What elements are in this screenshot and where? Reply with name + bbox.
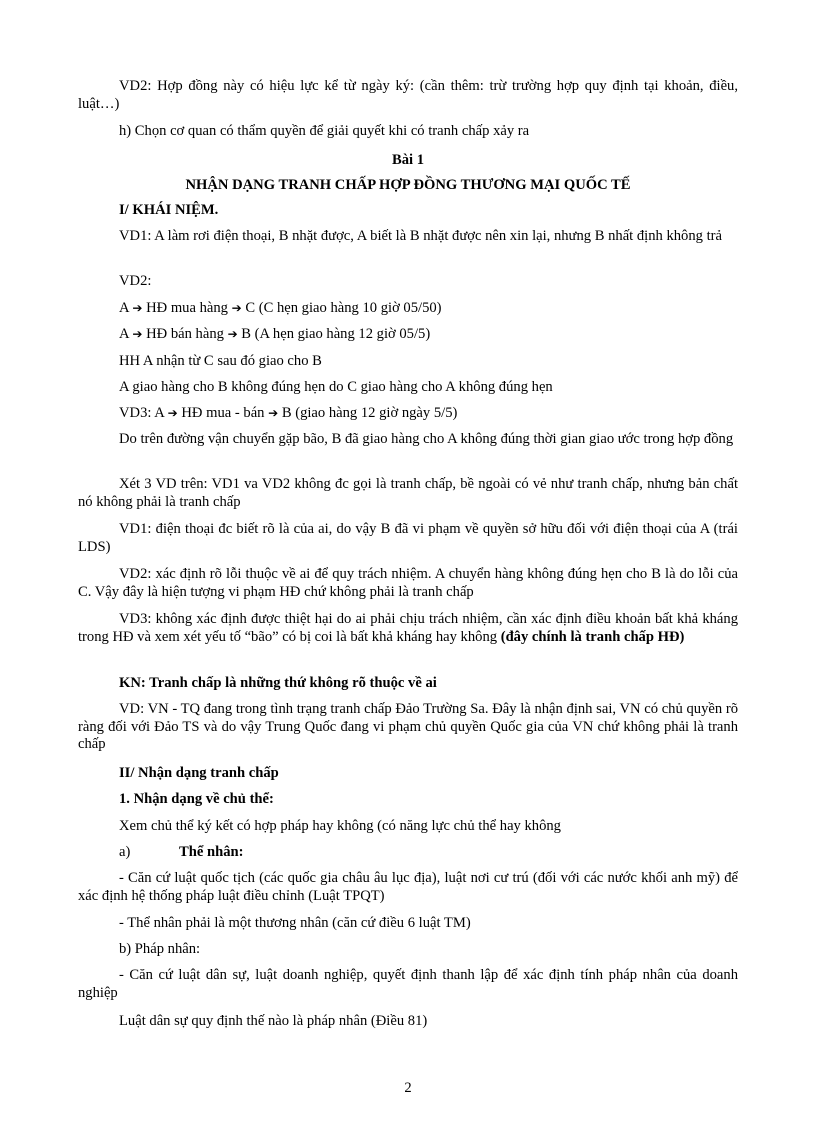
arrow-right-icon: ➔ [227, 327, 238, 341]
line-a1-mid: HĐ mua hàng [142, 300, 232, 316]
vd3-analysis-text: VD3: không xác định được thiệt hại do ai phải chịu trách nhiệm, cần xác định điều khoản bất khả kháng trong HĐ và xem xét yếu tố “bão” có bị coi là bất khả kháng hay không [78, 611, 738, 645]
item-a-label: a) [119, 844, 131, 860]
arrow-right-icon: ➔ [132, 301, 143, 315]
vd3-analysis-bold: (đây chính là tranh chấp HĐ) [500, 628, 685, 645]
line-a1-pre: A [119, 300, 129, 316]
vd3-pre: VD3: A [119, 405, 165, 421]
paragraph-consider: Xét 3 VD trên: VD1 va VD2 không đc gọi là tranh chấp, bề ngoài có vẻ như tranh chấp, nhưng bản chất nó không phải là tranh chấp [78, 476, 738, 510]
item-a-heading [78, 844, 738, 862]
paragraph-vn-example: VD: VN - TQ đang trong tình trạng tranh chấp Đảo Trường Sa. Đây là nhận định sai, VN có chủ quyền rõ ràng đối với Đảo TS và do vậy Trung Quốc đang vi phạm chủ quyền Quốc gia của VN chứ không phải là tranh chấp [78, 701, 738, 752]
paragraph-nationality-law: - Căn cứ luật quốc tịch (các quốc gia châu âu lục địa), luật nơi cư trú (đối với các nước khối anh mỹ) để xác định hệ thống pháp luật điều chỉnh (Luật TPQT) [78, 870, 738, 904]
line-a2-post: B (A hẹn giao hàng 12 giờ 05/5) [237, 326, 431, 342]
line-a2-pre: A [119, 326, 129, 342]
paragraph-h: h) Chọn cơ quan có thẩm quyền để giải quyết khi có tranh chấp xảy ra [119, 123, 530, 139]
line-a-to-c [78, 300, 738, 318]
paragraph-vd2-analysis: VD2: xác định rõ lỗi thuộc về ai để quy trách nhiệm. A chuyển hàng không đúng hẹn cho B là do lỗi của C. Vậy đây là hiện tượng vi phạm HĐ chứ không phải là tranh chấp [78, 566, 738, 600]
line-a-to-b [78, 326, 738, 344]
item-a-title: Thể nhân: [179, 844, 244, 860]
page-title: NHẬN DẠNG TRANH CHẤP HỢP ĐỒNG THƯƠNG MẠI QUỐC TẾ [185, 177, 631, 193]
paragraph-vd3-analysis [78, 611, 738, 646]
page-number: 2 [404, 1080, 412, 1096]
paragraph-storm: Do trên đường vận chuyển gặp bão, B đã giao hàng cho A không đúng thời gian giao ước trong hợp đồng [119, 431, 734, 447]
vd3-post: B (giao hàng 12 giờ ngày 5/5) [278, 405, 458, 421]
section-heading-1: I/ KHÁI NIỆM. [119, 202, 219, 218]
line-a1-post: C (C hẹn giao hàng 10 giờ 05/50) [241, 300, 442, 316]
line-a-giao: A giao hàng cho B không đúng hẹn do C giao hàng cho A không đúng hẹn [119, 379, 553, 395]
paragraph-merchant: - Thể nhân phải là một thương nhân (căn cứ điều 6 luật TM) [119, 915, 471, 931]
paragraph-check-party: Xem chủ thể ký kết có hợp pháp hay không (có năng lực chủ thể hay không [119, 818, 561, 834]
arrow-right-icon: ➔ [132, 327, 143, 341]
vd3-mid: HĐ mua - bán [177, 405, 269, 421]
line-hh: HH A nhận từ C sau đó giao cho B [119, 353, 322, 369]
item-b-heading: b) Pháp nhân: [119, 941, 201, 957]
subheading-1: 1. Nhận dạng về chủ thể: [119, 791, 274, 807]
lesson-label: Bài 1 [391, 152, 425, 168]
arrow-right-icon: ➔ [231, 301, 242, 315]
line-a2-mid: HĐ bán hàng [142, 326, 228, 342]
paragraph-vd1: VD1: A làm rơi điện thoại, B nhặt được, A biết là B nhặt được nên xin lại, nhưng B nhất định không trả [119, 228, 722, 244]
arrow-right-icon: ➔ [167, 406, 178, 420]
paragraph-vd2-label: VD2: [119, 273, 152, 289]
paragraph-civil-law: - Căn cứ luật dân sự, luật doanh nghiệp, quyết định thanh lập để xác định tính pháp nhân của doanh nghiệp [78, 967, 738, 1001]
paragraph-vd1-analysis: VD1: điện thoại đc biết rõ là của ai, do vậy B đã vi phạm về quyền sở hữu đối với điện thoại của A (trái LDS) [78, 521, 738, 555]
paragraph-vd2-effect: VD2: Hợp đồng này có hiệu lực kể từ ngày ký: (cần thêm: trừ trường hợp quy định tại khoản, điều, luật…) [78, 78, 738, 112]
arrow-right-icon: ➔ [268, 406, 279, 420]
concept-definition: KN: Tranh chấp là những thứ không rõ thuộc về ai [119, 675, 437, 691]
section-heading-2: II/ Nhận dạng tranh chấp [119, 765, 279, 781]
paragraph-article-81: Luật dân sự quy định thế nào là pháp nhân (Điều 81) [119, 1013, 428, 1029]
line-vd3 [78, 405, 738, 423]
